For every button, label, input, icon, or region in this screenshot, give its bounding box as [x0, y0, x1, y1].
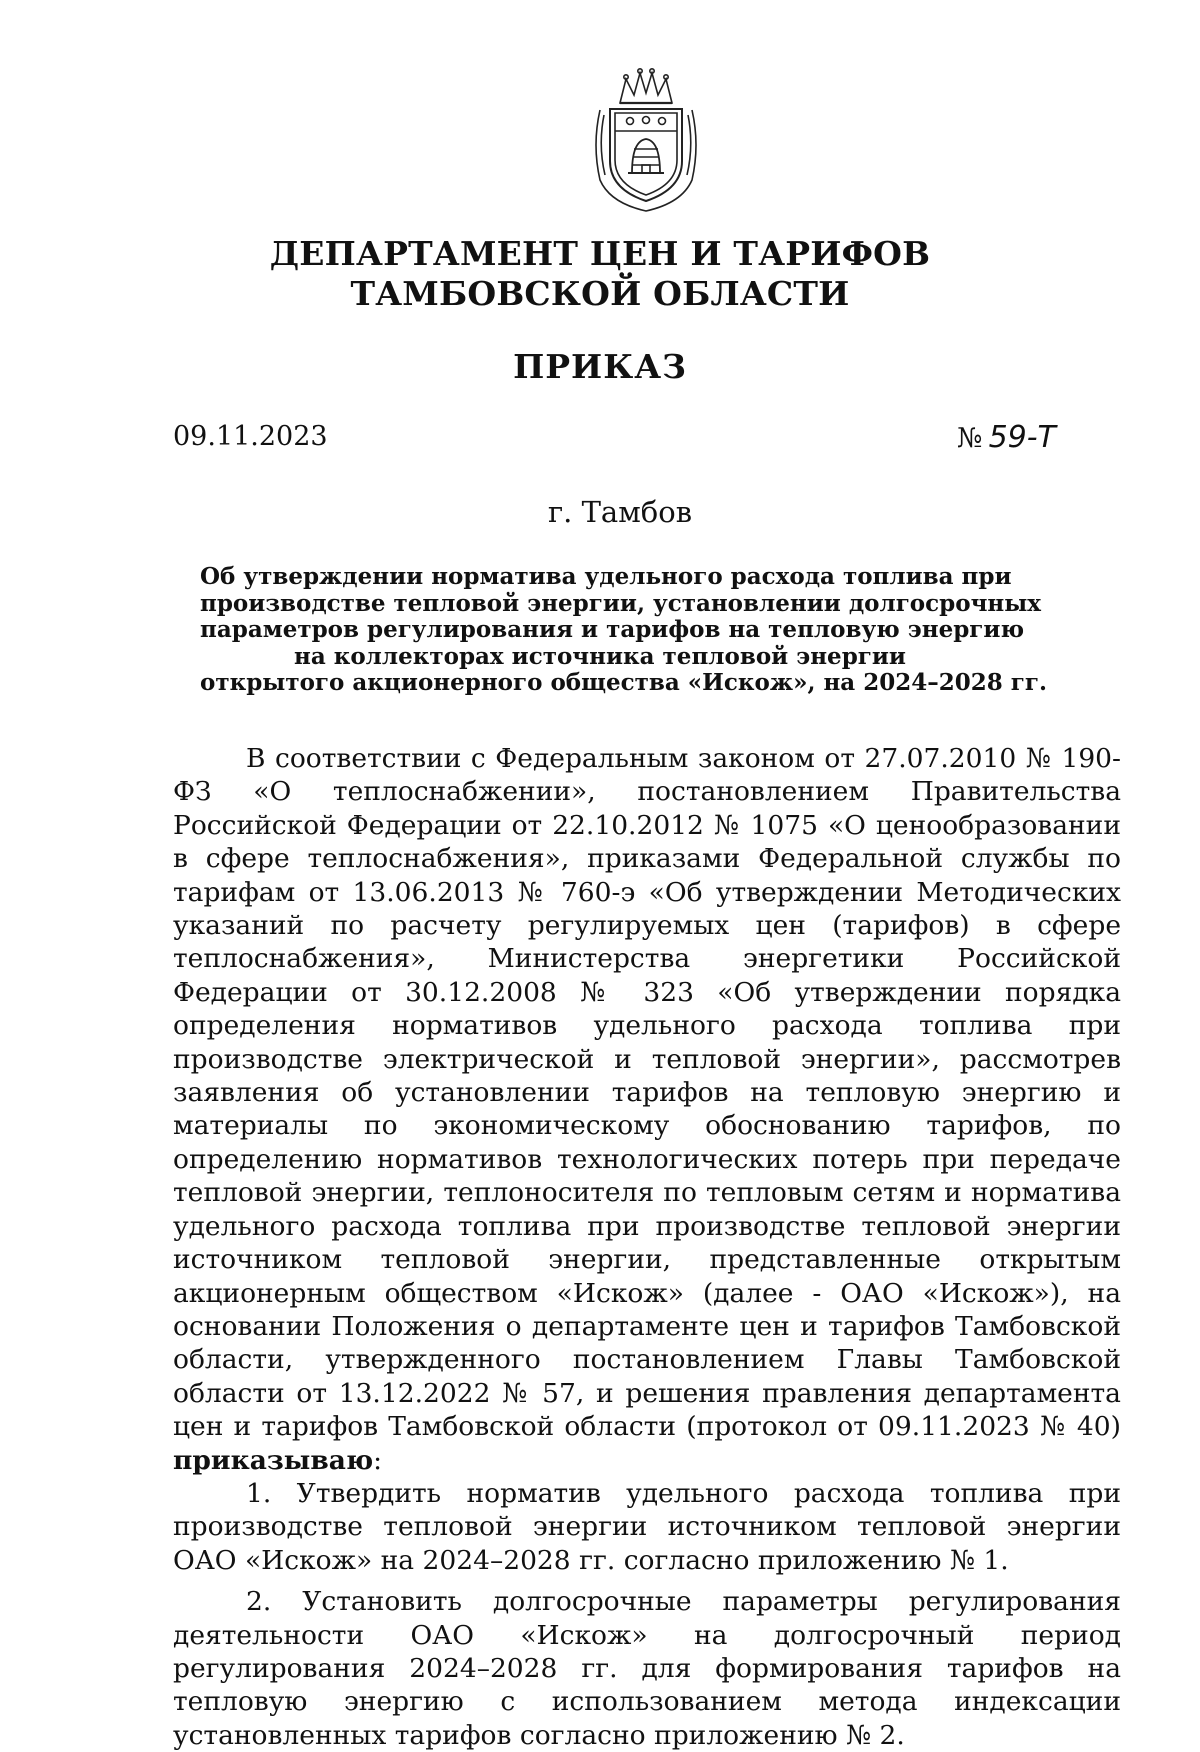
document-number	[957, 420, 1056, 455]
number-label: №	[957, 423, 983, 454]
subject-line: открытого акционерного общества «Искож», на 2024–2028 гг.	[200, 669, 1047, 696]
department-title-line2: ТАМБОВСКОЙ ОБЛАСТИ	[350, 274, 850, 313]
subject-line: Об утверждении норматива удельного расхода топлива при	[200, 563, 1012, 590]
document-city: г. Тамбов	[547, 495, 693, 529]
order-item-1: 1. Утвердить норматив удельного расхода топлива при производстве тепловой энергии источником тепловой энергии ОАО «Искож» на 2024–2028 гг. согласно приложению № 1.	[173, 1477, 1121, 1576]
subject-line: параметров регулирования и тарифов на тепловую энергию	[200, 616, 1025, 643]
decree-word: приказываю	[173, 1444, 374, 1476]
department-title	[0, 234, 1200, 314]
document-type-title: ПРИКАЗ	[513, 347, 687, 386]
decree-colon: :	[373, 1444, 383, 1476]
coat-of-arms-emblem	[590, 65, 702, 213]
document-body	[173, 742, 1121, 1752]
document-date: 09.11.2023	[173, 421, 328, 452]
subject-line: на коллекторах источника тепловой энергии	[293, 642, 906, 670]
preamble-text: В соответствии с Федеральным законом от 27.07.2010 № 190-ФЗ «О теплоснабжении», постановлением Правительства Российской Федерации от 22.10.2012 № 1075 «О ценообразовании в сфере теплоснабжения», приказами Федеральной службы по тарифам от 13.06.2013 № 760-э «Об утверждении Методических указаний по расчету регулируемых цен (тарифов) в сфере теплоснабжения», Министерства энергетики Российской Федерации от 30.12.2008 № 323 «Об утверждении порядка определения нормативов удельного расхода топлива при производстве электрической и тепловой энергии», рассмотрев заявления об установлении тарифов на тепловую энергию и материалы по экономическому обоснованию тарифов, по определению нормативов технологических потерь при передаче тепловой энергии, теплоносителя по тепловым сетям и норматива удельного расхода топлива при производстве тепловой энергии источником тепловой энергии, представленные открытым акционерным обществом «Искож» (далее - ОАО «Искож»), на основании Положения о департаменте цен и тарифов Тамбовской области, утвержденного постановлением Главы Тамбовской области от 13.12.2022 № 57, и решения правления департамента цен и тарифов Тамбовской области (протокол от 09.11.2023 № 40)	[173, 743, 1121, 1443]
subject-line: производстве тепловой энергии, установлении долгосрочных	[200, 589, 1042, 617]
order-item-2: 2. Установить долгосрочные параметры регулирования деятельности ОАО «Искож» на долгосрочный период регулирования 2024–2028 гг. для формирования тарифов на тепловую энергию с использованием метода индексации установленных тарифов согласно приложению № 2.	[173, 1586, 1121, 1751]
number-value-handwritten: 59-Т	[988, 420, 1056, 455]
preamble-paragraph	[173, 742, 1121, 1477]
department-title-line1: ДЕПАРТАМЕНТ ЦЕН И ТАРИФОВ	[269, 234, 931, 273]
document-subject	[200, 563, 1047, 697]
